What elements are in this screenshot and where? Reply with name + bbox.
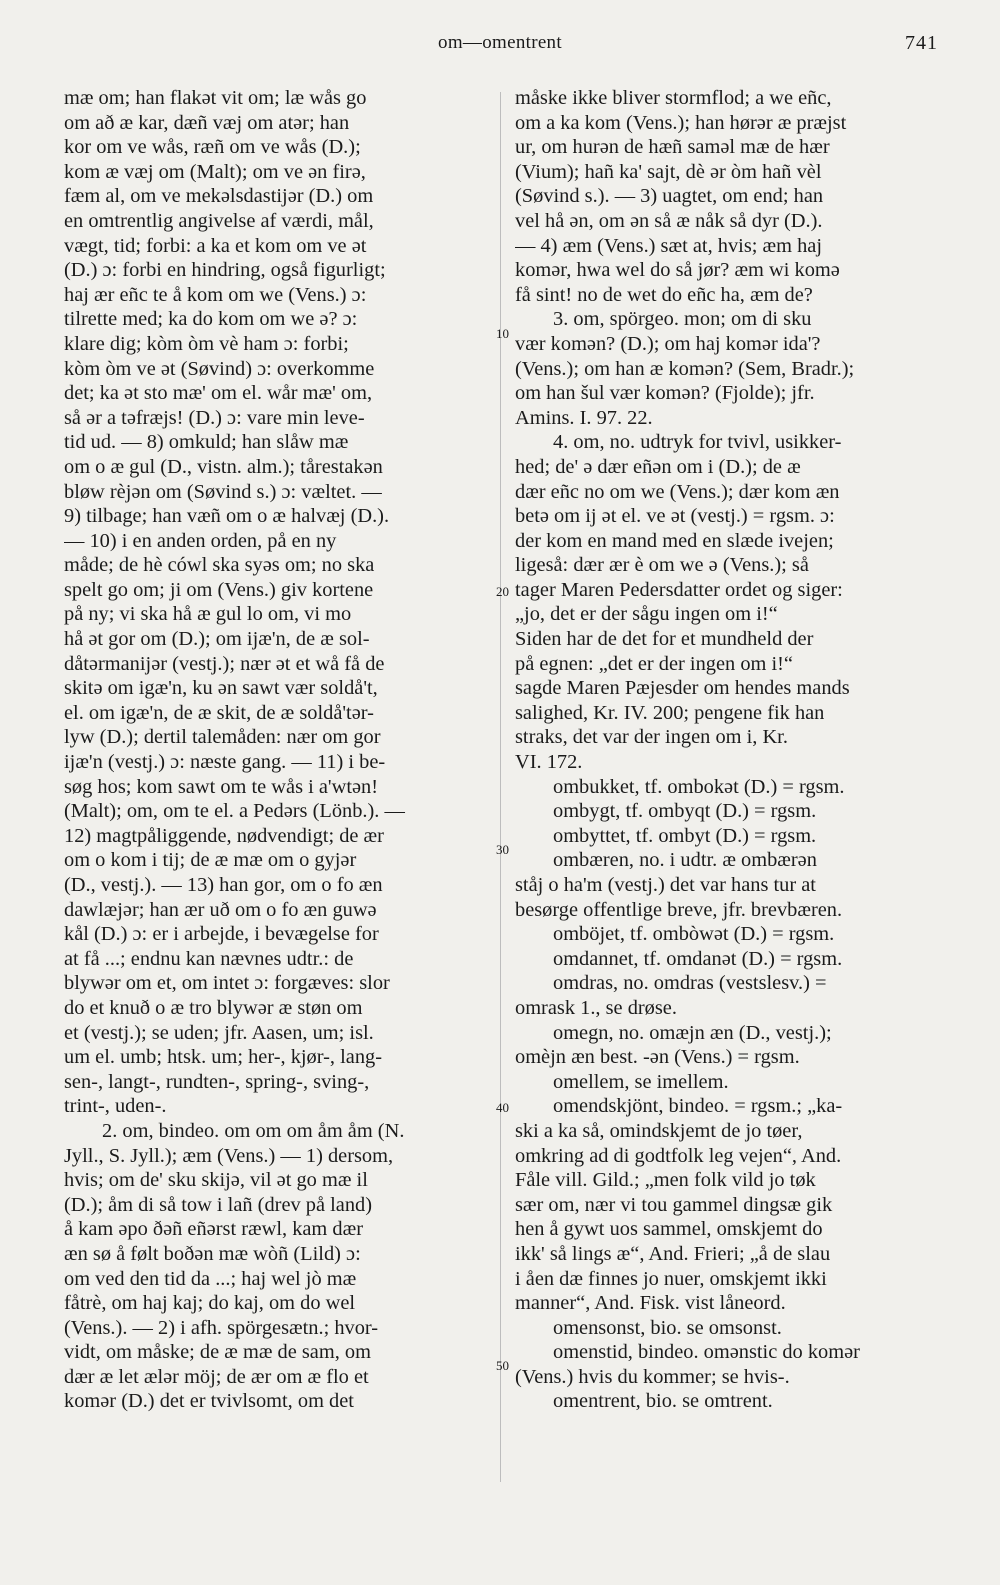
text-line: omentrent, bio. se omtrent. xyxy=(553,1390,773,1413)
text-line: ombukket, tf. ombokət (D.) = rgsm. xyxy=(553,775,845,798)
text-line: (Vens.) hvis du kommer; se hvis-. xyxy=(515,1365,790,1388)
line-number: 10 xyxy=(496,326,509,341)
text-line: (Malt); om, om te el. a Pedərs (Lönb.). — xyxy=(64,800,405,823)
line-number: 50 xyxy=(496,1358,509,1373)
text-line: ståj o ha'm (vestj.) det var hans tur at xyxy=(515,874,816,896)
text-line: hå ət gor om (D.); om ijæ'n, de æ sol- xyxy=(64,628,370,651)
text-line: sagde Maren Pæjesder om hendes mands xyxy=(515,677,850,700)
text-line: — 10) i en anden orden, på en ny xyxy=(64,529,337,552)
text-line: en omtrentlig angivelse af værdi, mål, xyxy=(64,209,374,232)
text-line: 12) magtpåliggende, nødvendigt; de ær xyxy=(64,824,384,847)
text-line: Siden har de det for et mundheld der xyxy=(515,628,814,651)
text-line: vær komən? (D.); om haj komər ida'? xyxy=(515,332,821,355)
text-line: sen-, langt-, rundten-, spring-, sving-, xyxy=(64,1070,370,1093)
text-line: do et knuð o æ tro blywər æ støn om xyxy=(64,996,363,1019)
text-line: betə om ij ət el. ve ət (vestj.) = rgsm. ɔ: xyxy=(515,505,835,528)
text-line: tager Maren Pedersdatter ordet og siger: xyxy=(515,578,843,601)
page-number: 741 xyxy=(905,32,938,54)
text-line: fæm al, om ve mekəlsdastijər (D.) om xyxy=(64,185,374,208)
text-line: omèjn æn best. -ən (Vens.) = rgsm. xyxy=(515,1046,800,1069)
text-line: (D.) ɔ: forbi en hindring, også figurligt; xyxy=(64,259,386,282)
text-line: ikk' så lings æ“, And. Frieri; „å de slau xyxy=(515,1242,831,1265)
page-header-title: om—omentrent xyxy=(438,32,562,53)
text-line: bløw rèjən om (Søvind s.) ɔ: væltet. — xyxy=(64,480,382,503)
text-line: på ny; vi ska hå æ gul lo om, vi mo xyxy=(64,603,352,626)
text-line: (Vens.); om han æ komən? (Sem, Bradr.); xyxy=(515,357,855,380)
text-line: lyw (D.); dertil talemåden: nær om gor xyxy=(64,726,381,749)
text-line: komər, hwa wel do så jør? æm wi komə xyxy=(515,259,840,282)
text-line: så ər a təfræjs! (D.) ɔ: vare min leve- xyxy=(64,406,365,429)
text-line: hen å gywt uos sammel, omskjemt do xyxy=(515,1218,823,1241)
text-line: dær æ let ælər möj; de ær om æ flo et xyxy=(64,1365,369,1388)
text-line: ombygt, tf. ombyqt (D.) = rgsm. xyxy=(553,800,817,823)
text-line: Jyll., S. Jyll.); æm (Vens.) — 1) dersom, xyxy=(64,1144,394,1167)
text-line: (Søvind s.). — 3) uagtet, om end; han xyxy=(515,185,824,208)
text-line: omkring ad di godtfolk leg vejen“, And. xyxy=(515,1144,842,1167)
text-line: om han šul vær komən? (Fjolde); jfr. xyxy=(515,382,815,405)
text-line: komər (D.) det er tvivlsomt, om det xyxy=(64,1390,354,1413)
text-line: omdras, no. omdras (vestslesv.) = xyxy=(553,972,827,995)
text-line: sær om, nær vi tou gammel dingsæ gik xyxy=(515,1193,833,1216)
text-line: VI. 172. xyxy=(515,751,583,774)
text-line: hed; de' ə dær eñən om i (D.); de æ xyxy=(515,455,801,478)
text-line: kòm òm ve ət (Søvind) ɔ: overkomme xyxy=(64,357,375,380)
text-line: måske ikke bliver stormflod; a we eñc, xyxy=(515,87,832,109)
text-line: ombyttet, tf. ombyt (D.) = rgsm. xyxy=(553,824,817,847)
text-line: dær eñc no om we (Vens.); dær kom æn xyxy=(515,480,840,503)
text-line: omdannet, tf. omdanət (D.) = rgsm. xyxy=(553,947,843,970)
text-line: kål (D.) ɔ: er i arbejde, i bevægelse for xyxy=(64,923,379,946)
text-line: ligeså: dær ær è om we ə (Vens.); så xyxy=(515,554,809,577)
text-line: om a ka kom (Vens.); han hørər æ præjst xyxy=(515,111,847,134)
text-line: besørge offentlige breve, jfr. brevbæren. xyxy=(515,898,843,921)
text-line: æn sø å følt boðən mæ wòñ (Lild) ɔ: xyxy=(64,1242,361,1265)
text-line: vidt, om måske; de æ mæ de sam, om xyxy=(64,1341,371,1364)
text-line: (Vens.). — 2) i afh. spörgesætn.; hvor- xyxy=(64,1316,379,1339)
line-number: 30 xyxy=(496,842,509,857)
text-line: blywər om et, om intet ɔ: forgæves: slor xyxy=(64,972,390,995)
text-line: måde; de hè cówl ska syəs om; no ska xyxy=(64,554,375,577)
text-line: om o kom i tij; de æ mæ om o gyjər xyxy=(64,849,357,872)
text-line: manner“, And. Fisk. vist låneord. xyxy=(515,1292,786,1315)
text-line: der kom en mand med en slæde ivejen; xyxy=(515,529,834,552)
text-line: et (vestj.); se uden; jfr. Aasen, um; isl. xyxy=(64,1021,374,1044)
text-line: (Vium); hañ ka' sajt, dè ər òm hañ vèl xyxy=(515,160,822,183)
text-line: omenstid, bindeo. omənstic do komər xyxy=(553,1341,860,1364)
text-line: tid ud. — 8) omkuld; han slåw mæ xyxy=(64,431,349,454)
text-line: 9) tilbage; han væñ om o æ halvæj (D.). xyxy=(64,505,390,528)
text-line: omendskjönt, bindeo. = rgsm.; „ka- xyxy=(553,1095,843,1118)
text-line: ski a ka så, omindskjemt de jo tøer, xyxy=(515,1119,803,1142)
text-line: fåtrè, om haj kaj; do kaj, om do wel xyxy=(64,1292,356,1315)
text-line: um el. umb; htsk. um; her-, kjør-, lang- xyxy=(64,1046,383,1069)
text-line: salighed, Kr. IV. 200; pengene fik han xyxy=(515,701,825,724)
text-line: omegn, no. omæjn æn (D., vestj.); xyxy=(553,1021,832,1044)
text-line: Fåle vill. Gild.; „men folk vild jo tøk xyxy=(515,1169,816,1192)
text-line: at få ...; endnu kan nævnes udtr.: de xyxy=(64,947,354,970)
text-line: — 4) æm (Vens.) sæt at, hvis; æm haj xyxy=(515,234,822,257)
line-number: 40 xyxy=(496,1100,509,1115)
text-line: ijæ'n (vestj.) ɔ: næste gang. — 11) i be- xyxy=(64,751,386,774)
text-line: dåtərmanijər (vestj.); nær ət et wå få de xyxy=(64,652,385,675)
text-line: klare dig; kòm òm vè ham ɔ: forbi; xyxy=(64,332,349,355)
text-line: (D.); åm di så tow i lañ (drev på land) xyxy=(64,1193,373,1216)
line-number: 20 xyxy=(496,584,509,599)
text-line: Amins. I. 97. 22. xyxy=(515,406,653,429)
text-line: trint-, uden-. xyxy=(64,1095,167,1118)
text-line: „jo, det er der sågu ingen om i!“ xyxy=(515,603,778,626)
text-line: 3. om, spörgeo. mon; om di sku xyxy=(553,308,812,331)
text-line: spelt go om; ji om (Vens.) giv kortene xyxy=(64,578,374,601)
text-line: mæ om; han flakət vit om; læ wås go xyxy=(64,87,367,109)
text-line: skitə om igæ'n, ku ən sawt vær soldå't, xyxy=(64,677,378,700)
text-line: haj ær eñc te å kom om we (Vens.) ɔ: xyxy=(64,283,367,306)
text-line: få sint! no de wet do eñc ha, æm de? xyxy=(515,283,813,306)
text-line: ur, om hurən de hæñ saməl mæ de hær xyxy=(515,136,830,159)
text-line: omensonst, bio. se omsonst. xyxy=(553,1316,782,1339)
text-line: vel hå ən, om ən så æ nåk så dyr (D.). xyxy=(515,209,823,232)
left-column xyxy=(64,86,492,1414)
column-divider xyxy=(500,92,501,1482)
text-line: dawlæjər; han ær uð om o fo æn guwə xyxy=(64,898,377,921)
text-line: om ved den tid da ...; haj wel jò mæ xyxy=(64,1267,357,1290)
text-line: om að æ kar, dæñ væj om atər; han xyxy=(64,111,350,134)
text-line: det; ka ət sto mæ' om el. wår mæ' om, xyxy=(64,382,373,405)
text-line: omböjet, tf. ombòwət (D.) = rgsm. xyxy=(553,923,835,946)
text-line: å kam əpo ðəñ eñərst ræwl, kam dær xyxy=(64,1218,363,1241)
text-line: vægt, tid; forbi: a ka et kom om ve ət xyxy=(64,234,367,257)
text-line: el. om igæ'n, de æ skit, de æ soldå'tər- xyxy=(64,701,374,724)
text-line: tilrette med; ka do kom om we ə? ɔ: xyxy=(64,308,358,331)
text-line: søg hos; kom sawt om te wås i a'wtən! xyxy=(64,775,379,798)
text-line: i åen dæ finnes jo nuer, omskjemt ikki xyxy=(515,1267,827,1290)
text-line: (D., vestj.). — 13) han gor, om o fo æn xyxy=(64,874,383,896)
text-line: hvis; om de' sku skijə, vil ət go mæ il xyxy=(64,1169,368,1192)
text-line: omrask 1., se drøse. xyxy=(515,996,677,1019)
text-line: 2. om, bindeo. om om om åm åm (N. xyxy=(102,1119,405,1142)
text-line: om o æ gul (D., vistn. alm.); tårestakən xyxy=(64,455,383,478)
text-line: omellem, se imellem. xyxy=(553,1070,729,1093)
text-line: kor om ve wås, ræñ om ve wås (D.); xyxy=(64,136,361,159)
text-line: straks, det var der ingen om i, Kr. xyxy=(515,726,788,749)
text-line: på egnen: „det er der ingen om i!“ xyxy=(515,652,793,675)
text-line: ombæren, no. i udtr. æ ombærən xyxy=(553,849,817,872)
text-line: kom æ væj om (Malt); om ve ən firə, xyxy=(64,160,366,183)
right-column xyxy=(515,86,943,1414)
text-line: 4. om, no. udtryk for tvivl, usikker- xyxy=(553,431,842,454)
